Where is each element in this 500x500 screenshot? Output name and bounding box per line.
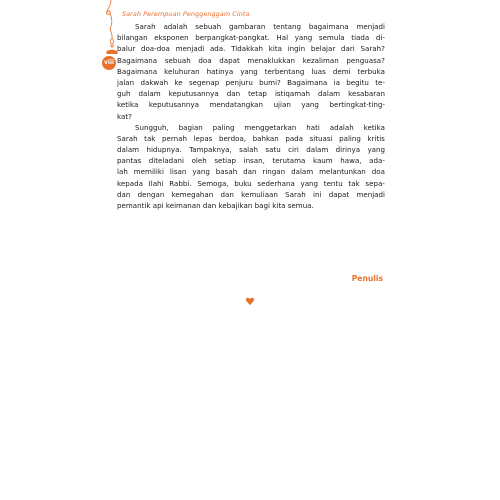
word: yang: [192, 167, 210, 177]
word: ke: [174, 77, 183, 87]
word: bertingkat-ting-: [329, 100, 385, 110]
word: ini: [313, 189, 322, 199]
word: paling: [339, 133, 361, 143]
word: dari: [341, 44, 355, 54]
word: mendatangkan: [209, 100, 264, 110]
word: memiliki: [133, 167, 164, 177]
word: bahkan: [252, 133, 279, 143]
word: penjuru: [225, 77, 253, 87]
word: ia: [333, 77, 340, 87]
word: pemantik: [117, 201, 151, 210]
word: yang: [240, 66, 258, 76]
word: kemuliaan: [241, 189, 278, 199]
word: sederhana: [257, 178, 295, 188]
text-line: [117, 21, 385, 32]
word: kezaliman: [302, 55, 339, 65]
word: menjadi: [356, 22, 385, 31]
word: Sarah?: [360, 44, 385, 54]
word: ingin: [287, 44, 306, 54]
word: dapat: [328, 189, 350, 199]
word: yang: [300, 178, 319, 188]
word: berdoa,: [218, 133, 247, 143]
word: paling: [212, 122, 235, 132]
word: ujian: [273, 100, 291, 110]
word: yang: [294, 33, 313, 43]
word: terbentang: [264, 66, 305, 76]
text-line: [117, 178, 385, 189]
word: ada.: [209, 44, 226, 54]
word: dapat: [219, 55, 240, 65]
word: Rabbi.: [169, 178, 192, 188]
word: kat?: [117, 111, 132, 121]
word: dalam: [117, 145, 140, 155]
word: doa: [198, 55, 212, 65]
word: kita: [272, 201, 286, 210]
word: doa-doa: [140, 44, 170, 54]
word: pada: [285, 133, 304, 143]
word: api: [152, 201, 164, 210]
word: dan: [117, 189, 131, 199]
word: kepada: [117, 178, 143, 188]
word: adalah: [329, 122, 354, 132]
word: dan: [202, 201, 217, 210]
word: kesabaran: [348, 89, 385, 99]
text-line: [117, 189, 385, 200]
word: eksponen: [154, 33, 189, 43]
word: hati: [306, 122, 320, 132]
text-line: [117, 122, 385, 133]
word: penguasa?: [346, 55, 385, 65]
word: kritis: [367, 133, 385, 143]
word: segenap: [188, 77, 220, 87]
text-line: [117, 133, 385, 144]
word: bagaimana: [308, 22, 349, 31]
word: dan: [243, 167, 257, 177]
word: insan,: [243, 156, 265, 166]
word: ringan: [262, 167, 286, 177]
word: Bagaimana: [117, 55, 158, 65]
heart-icon: [245, 296, 255, 306]
word: kaum: [312, 156, 333, 166]
word: keluhuran: [164, 66, 200, 76]
word: lah: [117, 167, 128, 177]
word: menjadi: [175, 44, 205, 54]
word: keputusannya: [148, 100, 199, 110]
word: kita: [268, 44, 282, 54]
text-line: [117, 88, 385, 99]
word: keimanan: [165, 201, 201, 210]
word: sebuah: [195, 22, 222, 31]
word: luas: [311, 66, 326, 76]
word: dakwah: [140, 77, 169, 87]
word: ada-: [369, 156, 385, 166]
paragraph: [117, 21, 385, 122]
word: semula: [318, 33, 345, 43]
word: berpangkat-pangkat.: [195, 33, 270, 43]
word: dalam: [306, 145, 329, 155]
author-signature: Penulis: [351, 274, 383, 283]
word: bilangan: [117, 33, 148, 43]
word: hawa,: [340, 156, 362, 166]
word: bumi?: [259, 77, 281, 87]
word: pernah: [161, 133, 187, 143]
word: tak: [144, 133, 156, 143]
word: dalam: [318, 89, 341, 99]
word: semua.: [287, 201, 314, 210]
word: sepa-: [365, 178, 385, 188]
word: lepas: [193, 133, 213, 143]
word: tak: [348, 178, 360, 188]
word: Sarah: [285, 189, 306, 199]
word: terutama: [272, 156, 306, 166]
word: Bagaimana: [117, 66, 158, 76]
word: kemegahan: [171, 189, 214, 199]
word: oleh: [191, 156, 207, 166]
text-line: [117, 66, 385, 77]
word: satu: [265, 145, 281, 155]
paragraph: [117, 122, 385, 212]
word: guh: [117, 89, 131, 99]
text-line: [117, 111, 385, 122]
word: Bagaimana: [287, 77, 328, 87]
word: dan: [220, 189, 234, 199]
text-line: [117, 55, 385, 66]
word: lisan: [169, 167, 187, 177]
word: basah: [215, 167, 238, 177]
word: buku: [234, 178, 252, 188]
word: dalam: [138, 89, 161, 99]
word: pantas: [117, 156, 142, 166]
word: sebuah: [164, 55, 191, 65]
text-line: [117, 32, 385, 43]
word: begitu: [346, 77, 369, 87]
word: gambaran: [229, 22, 266, 31]
word: Sarah: [135, 22, 156, 31]
text-line: [117, 166, 385, 177]
word: hidupnya.: [146, 145, 182, 155]
word: ciri: [288, 145, 299, 155]
word: demi: [332, 66, 351, 76]
word: diteladani: [148, 156, 185, 166]
word: Semoga,: [197, 178, 229, 188]
word: hatinya: [206, 66, 234, 76]
word: Sungguh,: [135, 122, 169, 132]
word: yang: [301, 100, 319, 110]
word: salah: [239, 145, 258, 155]
word: setiap: [214, 156, 237, 166]
word: dengan: [137, 189, 165, 199]
word: terbuka: [357, 66, 385, 76]
word: ketika: [117, 100, 139, 110]
body-text: [117, 21, 385, 211]
word: Tidakkah: [231, 44, 264, 54]
page-number: viii: [102, 56, 116, 70]
word: melantunkan: [319, 167, 366, 177]
word: adalah: [163, 22, 188, 31]
text-line: [117, 200, 385, 211]
word: menaklukkan: [247, 55, 296, 65]
word: dan: [226, 89, 241, 99]
word: Sarah: [117, 133, 138, 143]
word: istiqamah: [274, 89, 310, 99]
text-line: [117, 99, 385, 110]
word: bagian: [178, 122, 203, 132]
word: menggetarkan: [244, 122, 297, 132]
word: te-: [375, 77, 385, 87]
word: belajar: [310, 44, 336, 54]
word: Ilahi: [148, 178, 164, 188]
word: dirinya: [335, 145, 361, 155]
word: menjadi: [356, 189, 385, 199]
word: bagi: [254, 201, 270, 210]
word: balur: [117, 44, 136, 54]
text-line: [117, 43, 385, 54]
word: tentu: [323, 178, 343, 188]
word: tetap: [248, 89, 267, 99]
text-line: [117, 77, 385, 88]
word: ketika: [363, 122, 385, 132]
running-title: Sarah Perempuan Penggenggam Cinta: [122, 10, 250, 18]
word: doa: [371, 167, 385, 177]
word: tentang: [273, 22, 301, 31]
word: kebajikan: [218, 201, 253, 210]
word: dalam: [291, 167, 314, 177]
word: Hal: [276, 33, 289, 43]
word: yang: [367, 145, 385, 155]
word: situasi: [309, 133, 333, 143]
text-line: [117, 144, 385, 155]
word: jalan: [117, 77, 135, 87]
text-line: [117, 155, 385, 166]
word: Tampaknya,: [189, 145, 232, 155]
word: tiada: [351, 33, 370, 43]
word: keputusannya: [168, 89, 219, 99]
word: di-: [375, 33, 385, 43]
